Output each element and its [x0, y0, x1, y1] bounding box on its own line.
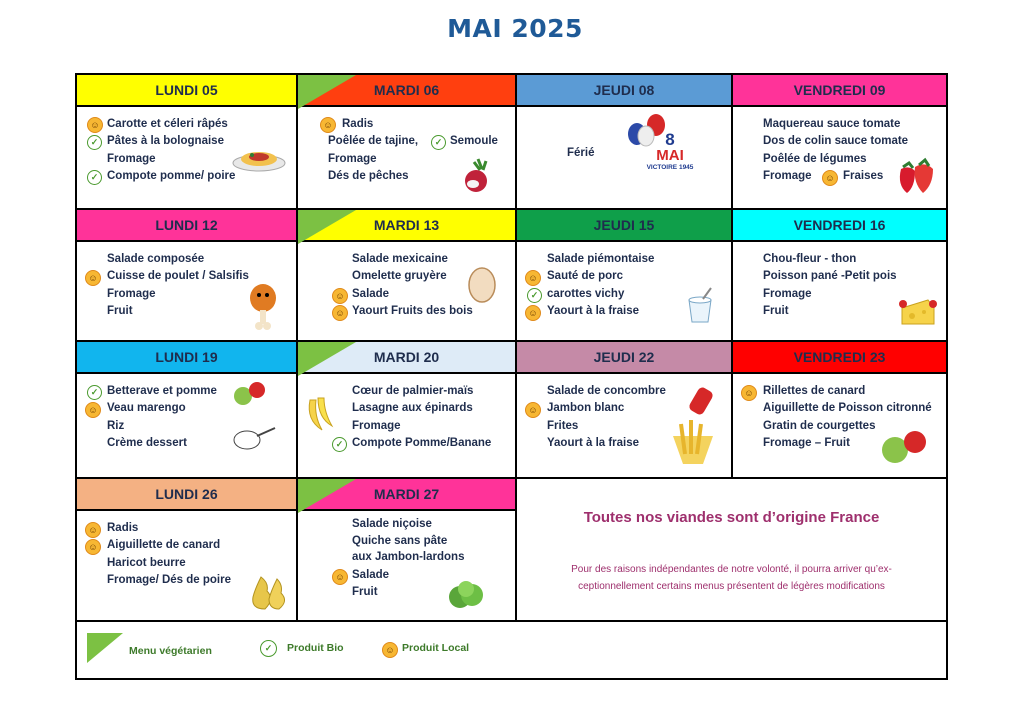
menu-item: Chou-fleur - thon [763, 253, 857, 265]
day-cell-lundi-12 [77, 210, 298, 342]
apples-illustration [879, 426, 931, 466]
legend [77, 622, 946, 678]
menu-item: Lasagne aux épinards [352, 402, 473, 414]
menu-item: Cœur de palmier-maïs [352, 385, 474, 397]
bio-product-icon: ✓ [87, 385, 102, 400]
local-product-icon: ☺ [822, 170, 838, 186]
menu-item: Sauté de porc [547, 270, 624, 282]
day-header: VENDREDI 23 [733, 342, 946, 374]
menu-item: Fromage/ Dés de poire [107, 574, 231, 586]
menu-item: Frites [547, 420, 579, 432]
local-product-icon: ☺ [332, 305, 348, 321]
menu-item: Aiguillette de canard [107, 539, 221, 551]
day-cell-lundi-26 [77, 479, 298, 622]
vegetarian-marker [298, 479, 356, 513]
legend-local: Produit Local [402, 642, 470, 654]
menu-item: Gratin de courgettes [763, 420, 876, 432]
cream-dessert-illustration [231, 424, 277, 454]
menu-item: Poisson pané -Petit pois [763, 270, 897, 282]
menu-item: Crème dessert [107, 437, 187, 449]
menu-item: carottes vichy [547, 288, 625, 300]
day-cell-jeudi-08 [517, 75, 733, 210]
menu-item: Maquereau sauce tomate [763, 118, 901, 130]
menu-item: Poêlée de tajine, [328, 135, 419, 147]
bio-product-icon: ✓ [87, 135, 102, 150]
egg-illustration [466, 264, 498, 304]
menu-item: Dos de colin sauce tomate [763, 135, 909, 147]
day-header: LUNDI 05 [77, 75, 296, 107]
day-header: MARDI 13 [298, 210, 515, 242]
menu-item: Carotte et céleri râpés [107, 118, 228, 130]
menu-item: Cuisse de poulet / Salsifis [107, 270, 249, 282]
local-product-icon: ☺ [85, 270, 101, 286]
local-product-icon: ☺ [525, 402, 541, 418]
local-product-icon: ☺ [87, 117, 103, 133]
yogurt-illustration [683, 286, 717, 326]
menu-item: Fromage [107, 153, 156, 165]
day-header: MARDI 20 [298, 342, 515, 374]
menu-item: Salade niçoise [352, 518, 432, 530]
cheese-illustration [898, 294, 938, 328]
day-cell-lundi-05 [77, 75, 298, 210]
vegetarian-marker [298, 342, 356, 376]
badge-caption: VICTOIRE 1945 [646, 164, 694, 171]
badge-month: MAI [656, 147, 684, 164]
menu-item: Compote Pomme/Banane [352, 437, 492, 449]
menu-item: Pâtes à la bolognaise [107, 135, 224, 147]
bio-product-icon: ✓ [260, 640, 277, 657]
menu-item: Rillettes de canard [763, 385, 866, 397]
local-product-icon: ☺ [525, 270, 541, 286]
notice-text: Pour des raisons indépendantes de notre volonté, il pourra arriver qu’ex-ceptionnellement certains menus présentent de légères modifications [571, 564, 892, 592]
day-cell-mardi-20 [298, 342, 517, 479]
menu-item: Radis [107, 522, 139, 534]
menu-item: Jambon blanc [547, 402, 625, 414]
holiday-label: Férié [567, 147, 595, 159]
menu-item: aux Jambon-lardons [352, 551, 465, 563]
menu-item: Salade [352, 569, 390, 581]
day-cell-mardi-27 [298, 479, 517, 622]
day-cell-vendredi-23 [733, 342, 946, 479]
menu-item: Betterave et pomme [107, 385, 217, 397]
menu-item: Fruit [107, 305, 133, 317]
day-header: MARDI 06 [298, 75, 515, 107]
menu-item: Fruit [352, 586, 378, 598]
menu-item: Radis [342, 118, 374, 130]
menu-item: Fromage [763, 170, 812, 182]
local-product-icon: ☺ [525, 305, 541, 321]
chicken-leg-illustration [245, 282, 281, 332]
pasta-plate-illustration [232, 145, 287, 173]
menu-item: Omelette gruyère [352, 270, 447, 282]
local-product-icon: ☺ [85, 539, 101, 555]
menu-item: Aiguillette de Poisson citronné [763, 402, 932, 414]
menu-item: Salade composée [107, 253, 205, 265]
bio-product-icon: ✓ [332, 437, 347, 452]
page-title: MAI 2025 [447, 14, 583, 43]
day-header: VENDREDI 09 [733, 75, 946, 107]
menu-item: Salade [352, 288, 390, 300]
day-cell-vendredi-16 [733, 210, 946, 342]
lettuce-illustration [446, 577, 486, 613]
badge-day: 8 [665, 130, 675, 149]
strawberries-illustration [893, 157, 939, 197]
menu-item: Yaourt à la fraise [547, 305, 640, 317]
menu-item: Fromage [352, 420, 401, 432]
menu-item: Salade de concombre [547, 385, 666, 397]
day-header: JEUDI 22 [517, 342, 731, 374]
menu-item: Fromage [763, 288, 812, 300]
legend-bio: Produit Bio [287, 642, 344, 654]
menu-item: Fraises [843, 170, 884, 182]
vegetarian-marker [298, 210, 356, 244]
radish-illustration [456, 157, 496, 197]
menu-item: Fruit [763, 305, 789, 317]
menu-item: Semoule [450, 135, 498, 147]
menu-item: Haricot beurre [107, 557, 186, 569]
bio-product-icon: ✓ [87, 170, 102, 185]
fries-ketchup-illustration [663, 384, 723, 468]
day-header: JEUDI 08 [517, 75, 731, 107]
pears-illustration [247, 569, 291, 613]
day-header: LUNDI 12 [77, 210, 296, 242]
local-product-icon: ☺ [332, 288, 348, 304]
victory-badge [639, 131, 701, 177]
menu-item: Fromage [107, 288, 156, 300]
local-product-icon: ☺ [382, 642, 398, 658]
menu-item: Veau marengo [107, 402, 186, 414]
bio-product-icon: ✓ [431, 135, 446, 150]
day-cell-mardi-06 [298, 75, 517, 210]
local-product-icon: ☺ [85, 402, 101, 418]
menu-item: Fromage – Fruit [763, 437, 850, 449]
local-product-icon: ☺ [741, 385, 757, 401]
day-cell-mardi-13 [298, 210, 517, 342]
menu-item: Yaourt Fruits des bois [352, 305, 473, 317]
day-header: LUNDI 19 [77, 342, 296, 374]
day-header: MARDI 27 [298, 479, 515, 511]
local-product-icon: ☺ [85, 522, 101, 538]
day-cell-vendredi-09 [733, 75, 946, 210]
vegetarian-marker [298, 75, 356, 109]
bio-product-icon: ✓ [527, 288, 542, 303]
local-product-icon: ☺ [332, 569, 348, 585]
day-cell-jeudi-15 [517, 210, 733, 342]
menu-item: Salade piémontaise [547, 253, 655, 265]
day-header: JEUDI 15 [517, 210, 731, 242]
local-product-icon: ☺ [320, 117, 336, 133]
menu-item: Fromage [328, 153, 377, 165]
day-cell-lundi-19 [77, 342, 298, 479]
day-header: LUNDI 26 [77, 479, 296, 511]
menu-item: Quiche sans pâte [352, 535, 448, 547]
notice-panel [517, 479, 946, 622]
menu-grid [75, 73, 948, 680]
day-cell-jeudi-22 [517, 342, 733, 479]
legend-vegetarian: Menu végétarien [129, 645, 212, 657]
menu-item: Riz [107, 420, 125, 432]
bananas-illustration [304, 396, 336, 434]
apples-illustration [229, 378, 269, 408]
menu-item: Compote pomme/ poire [107, 170, 236, 182]
menu-item: Poêlée de légumes [763, 153, 867, 165]
day-header: VENDREDI 16 [733, 210, 946, 242]
notice-title: Toutes nos viandes sont d’origine France [583, 509, 880, 526]
menu-item: Salade mexicaine [352, 253, 448, 265]
menu-item: Dés de pêches [328, 170, 409, 182]
menu-item: Yaourt à la fraise [547, 437, 640, 449]
vegetarian-legend-marker [87, 633, 123, 663]
